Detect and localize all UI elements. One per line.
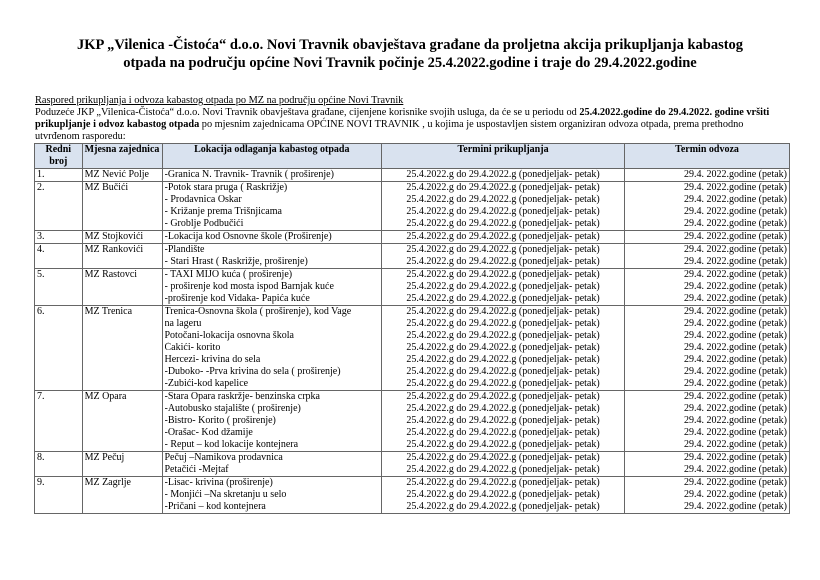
row-collection-terms [382, 169, 625, 182]
intro-text-2: po mjesnim zajednicama OPĆINE NOVI TRAVNIK , u kojima je uspostavljen sistem organiziran odvoza otpada, prema prethodno utvrđenom rasporedu: [35, 119, 744, 142]
collection-term: 25.4.2022.g do 29.4.2022.g (ponedjeljak- petak) [406, 489, 600, 500]
removal-term: 29.4. 2022.godine (petak) [683, 269, 787, 280]
row-locations [162, 244, 382, 269]
row-mz-name: MZ Pečuj [82, 452, 162, 477]
removal-term: 29.4. 2022.godine (petak) [683, 366, 787, 377]
intro-paragraph [35, 107, 790, 143]
location-item: Potočani-lokacija osnovna škola [164, 330, 294, 341]
location-item: -Lokacija kod Osnovne škole (Proširenje) [164, 231, 332, 242]
collection-term: 25.4.2022.g do 29.4.2022.g (ponedjeljak- petak) [406, 342, 600, 353]
removal-term: 29.4. 2022.godine (petak) [683, 281, 787, 292]
collection-term: 25.4.2022.g do 29.4.2022.g (ponedjeljak- petak) [406, 403, 600, 414]
row-number: 3. [35, 231, 83, 244]
collection-term: 25.4.2022.g do 29.4.2022.g (ponedjeljak- petak) [406, 415, 600, 426]
table-row [35, 182, 790, 231]
header-no: Redni broj [35, 144, 83, 169]
removal-term: 29.4. 2022.godine (petak) [683, 206, 787, 217]
removal-term: 29.4. 2022.godine (petak) [683, 293, 787, 304]
row-locations [162, 269, 382, 306]
removal-term: 29.4. 2022.godine (petak) [683, 256, 787, 267]
removal-term: 29.4. 2022.godine (petak) [683, 415, 787, 426]
location-item: - Križanje prema Trišnjicama [164, 206, 282, 217]
removal-term: 29.4. 2022.godine (petak) [683, 169, 787, 180]
row-removal-terms [625, 391, 790, 452]
removal-term: 29.4. 2022.godine (petak) [683, 464, 787, 475]
table-row [35, 244, 790, 269]
removal-term: 29.4. 2022.godine (petak) [683, 330, 787, 341]
collection-term: 25.4.2022.g do 29.4.2022.g (ponedjeljak- petak) [406, 464, 600, 475]
collection-term: 25.4.2022.g do 29.4.2022.g (ponedjeljak- petak) [406, 194, 600, 205]
row-collection-terms [382, 231, 625, 244]
row-locations [162, 169, 382, 182]
removal-term: 29.4. 2022.godine (petak) [683, 244, 787, 255]
removal-term: 29.4. 2022.godine (petak) [683, 231, 787, 242]
collection-term: 25.4.2022.g do 29.4.2022.g (ponedjeljak- petak) [406, 206, 600, 217]
row-mz-name: MZ Nević Polje [82, 169, 162, 182]
row-number: 7. [35, 391, 83, 452]
location-item: -Orašac- Kod džamije [164, 427, 253, 438]
row-removal-terms [625, 169, 790, 182]
row-collection-terms [382, 182, 625, 231]
location-item: -Pričani – kod kontejnera [164, 501, 266, 512]
row-removal-terms [625, 477, 790, 514]
table-row [35, 231, 790, 244]
header-removal-term: Termin odvoza [625, 144, 790, 169]
table-row [35, 452, 790, 477]
row-mz-name: MZ Rankovići [82, 244, 162, 269]
removal-term: 29.4. 2022.godine (petak) [683, 218, 787, 229]
title-line-2: otpada na području općine Novi Travnik počinje 25.4.2022.godine i traje do 29.4.2022.godine [123, 55, 697, 71]
intro-block [35, 95, 790, 143]
removal-term: 29.4. 2022.godine (petak) [683, 477, 787, 488]
location-item: - Monjići –Na skretanju u selo [164, 489, 287, 500]
row-removal-terms [625, 182, 790, 231]
collection-term: 25.4.2022.g do 29.4.2022.g (ponedjeljak- petak) [406, 354, 600, 365]
row-locations [162, 182, 382, 231]
removal-term: 29.4. 2022.godine (petak) [683, 378, 787, 389]
collection-term: 25.4.2022.g do 29.4.2022.g (ponedjeljak- petak) [406, 306, 600, 317]
row-collection-terms [382, 306, 625, 391]
row-collection-terms [382, 452, 625, 477]
collection-term: 25.4.2022.g do 29.4.2022.g (ponedjeljak- petak) [406, 318, 600, 329]
collection-term: 25.4.2022.g do 29.4.2022.g (ponedjeljak- petak) [406, 378, 600, 389]
location-item: na lageru [164, 318, 202, 329]
row-removal-terms [625, 306, 790, 391]
header-collection-terms: Termini prikupljanja [382, 144, 625, 169]
location-item: -proširenje kod Vidaka- Papića kuće [164, 293, 310, 304]
row-number: 6. [35, 306, 83, 391]
row-collection-terms [382, 244, 625, 269]
location-item: Petačići -Mejtaf [164, 464, 229, 475]
table-row [35, 306, 790, 391]
collection-term: 25.4.2022.g do 29.4.2022.g (ponedjeljak- petak) [406, 281, 600, 292]
location-item: Čakići- korito [164, 342, 221, 353]
row-number: 2. [35, 182, 83, 231]
row-locations [162, 452, 382, 477]
row-removal-terms [625, 244, 790, 269]
collection-term: 25.4.2022.g do 29.4.2022.g (ponedjeljak- petak) [406, 169, 600, 180]
row-collection-terms [382, 391, 625, 452]
schedule-subtitle: Raspored prikupljanja i odvoza kabastog otpada po MZ na području općine Novi Travnik [35, 95, 404, 106]
removal-term: 29.4. 2022.godine (petak) [683, 489, 787, 500]
location-item: -Stara Opara raskržje- benzinska crpka [164, 391, 320, 402]
location-item: -Zubići-kod kapelice [164, 378, 249, 389]
row-locations [162, 231, 382, 244]
collection-term: 25.4.2022.g do 29.4.2022.g (ponedjeljak- petak) [406, 477, 600, 488]
removal-term: 29.4. 2022.godine (petak) [683, 501, 787, 512]
location-item: - Groblje Podbučići [164, 218, 244, 229]
header-mz: Mjesna zajednica [82, 144, 162, 169]
location-item: -Duboko- -Prva krivina do sela ( proširenje) [164, 366, 341, 377]
header-location: Lokacija odlaganja kabastog otpada [162, 144, 382, 169]
collection-term: 25.4.2022.g do 29.4.2022.g (ponedjeljak- petak) [406, 366, 600, 377]
table-row [35, 169, 790, 182]
removal-term: 29.4. 2022.godine (petak) [683, 403, 787, 414]
location-item: - TAXI MIJO kuća ( proširenje) [164, 269, 293, 280]
collection-term: 25.4.2022.g do 29.4.2022.g (ponedjeljak- petak) [406, 182, 600, 193]
row-number: 1. [35, 169, 83, 182]
location-item: -Lisac- krivina (proširenje) [164, 477, 273, 488]
location-item: - Prodavnica Oskar [164, 194, 242, 205]
removal-term: 29.4. 2022.godine (petak) [683, 318, 787, 329]
location-item: -Granica N. Travnik- Travnik ( proširenje) [164, 169, 334, 180]
location-item: -Plandište [164, 244, 205, 255]
location-item: -Bistro- Korito ( proširenje) [164, 415, 276, 426]
collection-term: 25.4.2022.g do 29.4.2022.g (ponedjeljak- petak) [406, 330, 600, 341]
collection-term: 25.4.2022.g do 29.4.2022.g (ponedjeljak- petak) [406, 501, 600, 512]
row-locations [162, 391, 382, 452]
collection-term: 25.4.2022.g do 29.4.2022.g (ponedjeljak- petak) [406, 427, 600, 438]
row-mz-name: MZ Stojkovići [82, 231, 162, 244]
row-collection-terms [382, 269, 625, 306]
row-locations [162, 477, 382, 514]
collection-term: 25.4.2022.g do 29.4.2022.g (ponedjeljak- petak) [406, 218, 600, 229]
collection-term: 25.4.2022.g do 29.4.2022.g (ponedjeljak- petak) [406, 244, 600, 255]
removal-term: 29.4. 2022.godine (petak) [683, 391, 787, 402]
collection-term: 25.4.2022.g do 29.4.2022.g (ponedjeljak- petak) [406, 256, 600, 267]
intro-text-1: Poduzeće JKP „Vilenica-Čistoća“ d.o.o. Novi Travnik obavještava građane, cijenjene korisnike svojih usluga, da će se u periodu od [35, 107, 580, 118]
intro-text-bold: 25.4.2022.godine do 29.4.2022. godine vršiti prikupljanje i odvoz kabastog otpada [35, 107, 770, 130]
removal-term: 29.4. 2022.godine (petak) [683, 342, 787, 353]
location-item: -Potok stara pruga ( Raskrižje) [164, 182, 288, 193]
row-removal-terms [625, 231, 790, 244]
row-mz-name: MZ Rastovci [82, 269, 162, 306]
row-removal-terms [625, 452, 790, 477]
row-number: 5. [35, 269, 83, 306]
collection-term: 25.4.2022.g do 29.4.2022.g (ponedjeljak- petak) [406, 269, 600, 280]
document-title [0, 36, 820, 72]
table-header-row [35, 144, 790, 169]
location-item: - Reput – kod lokacije kontejnera [164, 439, 299, 450]
collection-term: 25.4.2022.g do 29.4.2022.g (ponedjeljak- petak) [406, 391, 600, 402]
collection-term: 25.4.2022.g do 29.4.2022.g (ponedjeljak- petak) [406, 231, 600, 242]
removal-term: 29.4. 2022.godine (petak) [683, 452, 787, 463]
collection-term: 25.4.2022.g do 29.4.2022.g (ponedjeljak- petak) [406, 439, 600, 450]
location-item: Trenica-Osnovna škola ( proširenje), kod Vage [164, 306, 352, 317]
schedule-table [34, 143, 790, 514]
row-number: 9. [35, 477, 83, 514]
row-mz-name: MZ Zagrlje [82, 477, 162, 514]
location-item: Hercezi- krivina do sela [164, 354, 261, 365]
removal-term: 29.4. 2022.godine (petak) [683, 182, 787, 193]
location-item: -Autobusko stajalište ( proširenje) [164, 403, 301, 414]
row-locations [162, 306, 382, 391]
table-row [35, 269, 790, 306]
row-mz-name: MZ Trenica [82, 306, 162, 391]
row-mz-name: MZ Opara [82, 391, 162, 452]
row-mz-name: MZ Bučići [82, 182, 162, 231]
row-removal-terms [625, 269, 790, 306]
location-item: - Stari Hrast ( Raskrižje, proširenje) [164, 256, 308, 267]
title-line-1: JKP „Vilenica -Čistoća“ d.o.o. Novi Travnik obavještava građane da proljetna akcija prikupljanja kabastog [76, 37, 744, 53]
table-row [35, 477, 790, 514]
removal-term: 29.4. 2022.godine (petak) [683, 427, 787, 438]
removal-term: 29.4. 2022.godine (petak) [683, 354, 787, 365]
removal-term: 29.4. 2022.godine (petak) [683, 306, 787, 317]
location-item: Pečuj –Namikova prodavnica [164, 452, 283, 463]
row-number: 4. [35, 244, 83, 269]
location-item: - proširenje kod mosta ispod Barnjak kuće [164, 281, 334, 292]
row-collection-terms [382, 477, 625, 514]
removal-term: 29.4. 2022.godine (petak) [683, 439, 787, 450]
removal-term: 29.4. 2022.godine (petak) [683, 194, 787, 205]
collection-term: 25.4.2022.g do 29.4.2022.g (ponedjeljak- petak) [406, 293, 600, 304]
row-number: 8. [35, 452, 83, 477]
collection-term: 25.4.2022.g do 29.4.2022.g (ponedjeljak- petak) [406, 452, 600, 463]
table-row [35, 391, 790, 452]
